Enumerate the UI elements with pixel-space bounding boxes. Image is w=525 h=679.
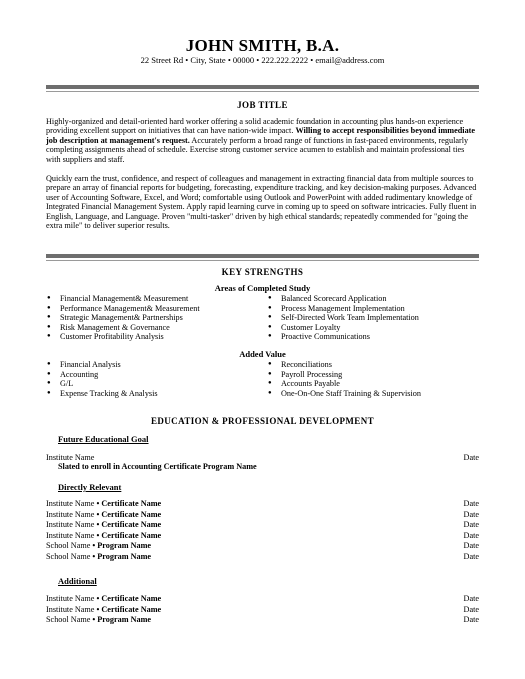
entry-date: Date: [463, 615, 479, 624]
institution-and-program: [46, 531, 161, 540]
institution-name: Institute Name: [46, 604, 95, 614]
summary-paragraph-2: Quickly earn the trust, confidence, and respect of colleagues and management in extracting financial data from multiple sources to prepare an array of financial reports for budgeting, forecasting, expenditure tracking, and key decision-making purposes. Advanced user of Accounting Software, Excel, and Word; comfortable using Outlook and PowerPoint with added rudimentary knowledge of Integrated Financial Management System. Apply rapid learning curve in coming up to speed on software intricacies. Fully fluent in English, Language, and Language. Proven "multi-tasker" driven by high ethical standards; repeatedly commended for "going the extra mile" to deliver superior results.: [46, 174, 477, 231]
program-name: • Certificate Name: [94, 499, 162, 508]
institution-and-program: [46, 520, 161, 529]
program-name: • Certificate Name: [94, 509, 162, 519]
added-left-list: [47, 360, 158, 398]
key-strengths-heading: KEY STRENGTHS: [221, 267, 304, 277]
entry-date: Date: [463, 520, 479, 529]
institution-name: School Name: [46, 541, 91, 550]
institution-name: School Name: [46, 551, 91, 561]
institution-name: Institute Name: [46, 453, 95, 462]
areas-right-list: [268, 294, 419, 342]
education-row: [46, 531, 479, 541]
entry-date: Date: [463, 509, 479, 519]
list-item: ● Risk Management & Governance: [47, 323, 200, 333]
resume-name: JOHN SMITH, B.A.: [185, 36, 340, 55]
institution-and-program: [46, 499, 161, 508]
list-item: ● Accounting: [47, 370, 158, 380]
institution-name: Institute Name: [46, 594, 95, 603]
list-item: ● Self-Directed Work Team Implementation: [268, 313, 419, 323]
summary-p1-tail: Accurately perform a broad range of functions in fast-paced environments, regularly completing assignments ahead of schedule. Exercise strong customer service acumen to establish and maintain professional ties with suppliers and staff.: [46, 135, 469, 164]
institution-name: Institute Name: [46, 499, 95, 508]
areas-of-study-heading: Areas of Completed Study: [214, 283, 311, 293]
list-item: ● Financial Analysis: [47, 360, 158, 370]
institution-and-program: [46, 541, 151, 550]
summary-p1-text: Highly-organized and detail-oriented hard worker offering a solid academic foundation in accounting plus hands-on experience providing excellent support on initiatives that can have nation-wide impact.: [46, 117, 464, 136]
program-name: • Certificate Name: [94, 520, 162, 529]
list-item: ● Accounts Payable: [268, 379, 421, 389]
education-row: [46, 510, 479, 520]
education-row: [46, 552, 479, 562]
entry-date: Date: [463, 453, 479, 462]
contact-line: 22 Street Rd • City, State • 00000 • 222.222.2222 • email@address.com: [140, 55, 385, 65]
header-divider: [46, 85, 479, 89]
added-right-list: [268, 360, 421, 398]
program-name: • Program Name: [90, 551, 152, 561]
entry-date: Date: [463, 541, 479, 550]
future-goal-note: Slated to enroll in Accounting Certificate Program Name: [58, 462, 257, 471]
entry-date: Date: [463, 551, 479, 561]
education-heading: EDUCATION & PROFESSIONAL DEVELOPMENT: [150, 416, 374, 426]
education-row: [46, 605, 479, 615]
list-item: ● Customer Profitability Analysis: [47, 332, 200, 342]
summary-p1-bold: Willing to accept responsibilities beyond immediate job description at management's request.: [46, 126, 476, 145]
list-item: ● G/L: [47, 379, 158, 389]
program-name: • Program Name: [90, 541, 152, 550]
program-name: • Certificate Name: [94, 594, 162, 603]
institution-and-program: [46, 552, 151, 561]
header-divider-thin: [46, 91, 479, 92]
institution-and-program: [46, 594, 161, 603]
section-divider-thin: [46, 260, 479, 261]
directly-relevant-heading: Directly Relevant: [58, 482, 122, 492]
list-item: ● One-On-One Staff Training & Supervision: [268, 389, 421, 399]
summary-paragraph-1: [46, 117, 479, 164]
institution-and-program: [46, 615, 151, 624]
entry-date: Date: [463, 604, 479, 614]
list-item: ● Proactive Communications: [268, 332, 419, 342]
list-item: ● Expense Tracking & Analysis: [47, 389, 158, 399]
section-divider: [46, 254, 479, 258]
program-name: • Certificate Name: [94, 530, 162, 540]
program-name: • Program Name: [90, 615, 152, 624]
program-name: • Certificate Name: [94, 604, 162, 614]
education-row: [46, 520, 479, 530]
list-item: ● Financial Management& Measurement: [47, 294, 200, 304]
education-row: [46, 499, 479, 509]
list-item: ● Performance Management& Measurement: [47, 304, 200, 314]
list-item: ● Customer Loyalty: [268, 323, 419, 333]
list-item: ● Process Management Implementation: [268, 304, 419, 314]
list-item: ● Balanced Scorecard Application: [268, 294, 419, 304]
institution-name: Institute Name: [46, 530, 95, 540]
entry-date: Date: [463, 499, 479, 508]
education-row: [46, 615, 479, 625]
entry-date: Date: [463, 530, 479, 540]
institution-and-program: [46, 510, 161, 519]
institution-name: Institute Name: [46, 509, 95, 519]
additional-heading: Additional: [58, 576, 97, 586]
list-item: ● Strategic Management& Partnerships: [47, 313, 200, 323]
entry-date: Date: [463, 594, 479, 603]
job-title-heading: JOB TITLE: [237, 100, 288, 110]
list-item: ● Payroll Processing: [268, 370, 421, 380]
added-value-heading: Added Value: [239, 349, 286, 359]
areas-left-list: [47, 294, 200, 342]
education-row: [46, 594, 479, 604]
institution-and-program: [46, 605, 161, 614]
institution-name: School Name: [46, 615, 91, 624]
education-row: [46, 541, 479, 551]
institution-name: Institute Name: [46, 520, 95, 529]
future-goal-heading: Future Educational Goal: [58, 434, 149, 444]
list-item: ● Reconciliations: [268, 360, 421, 370]
